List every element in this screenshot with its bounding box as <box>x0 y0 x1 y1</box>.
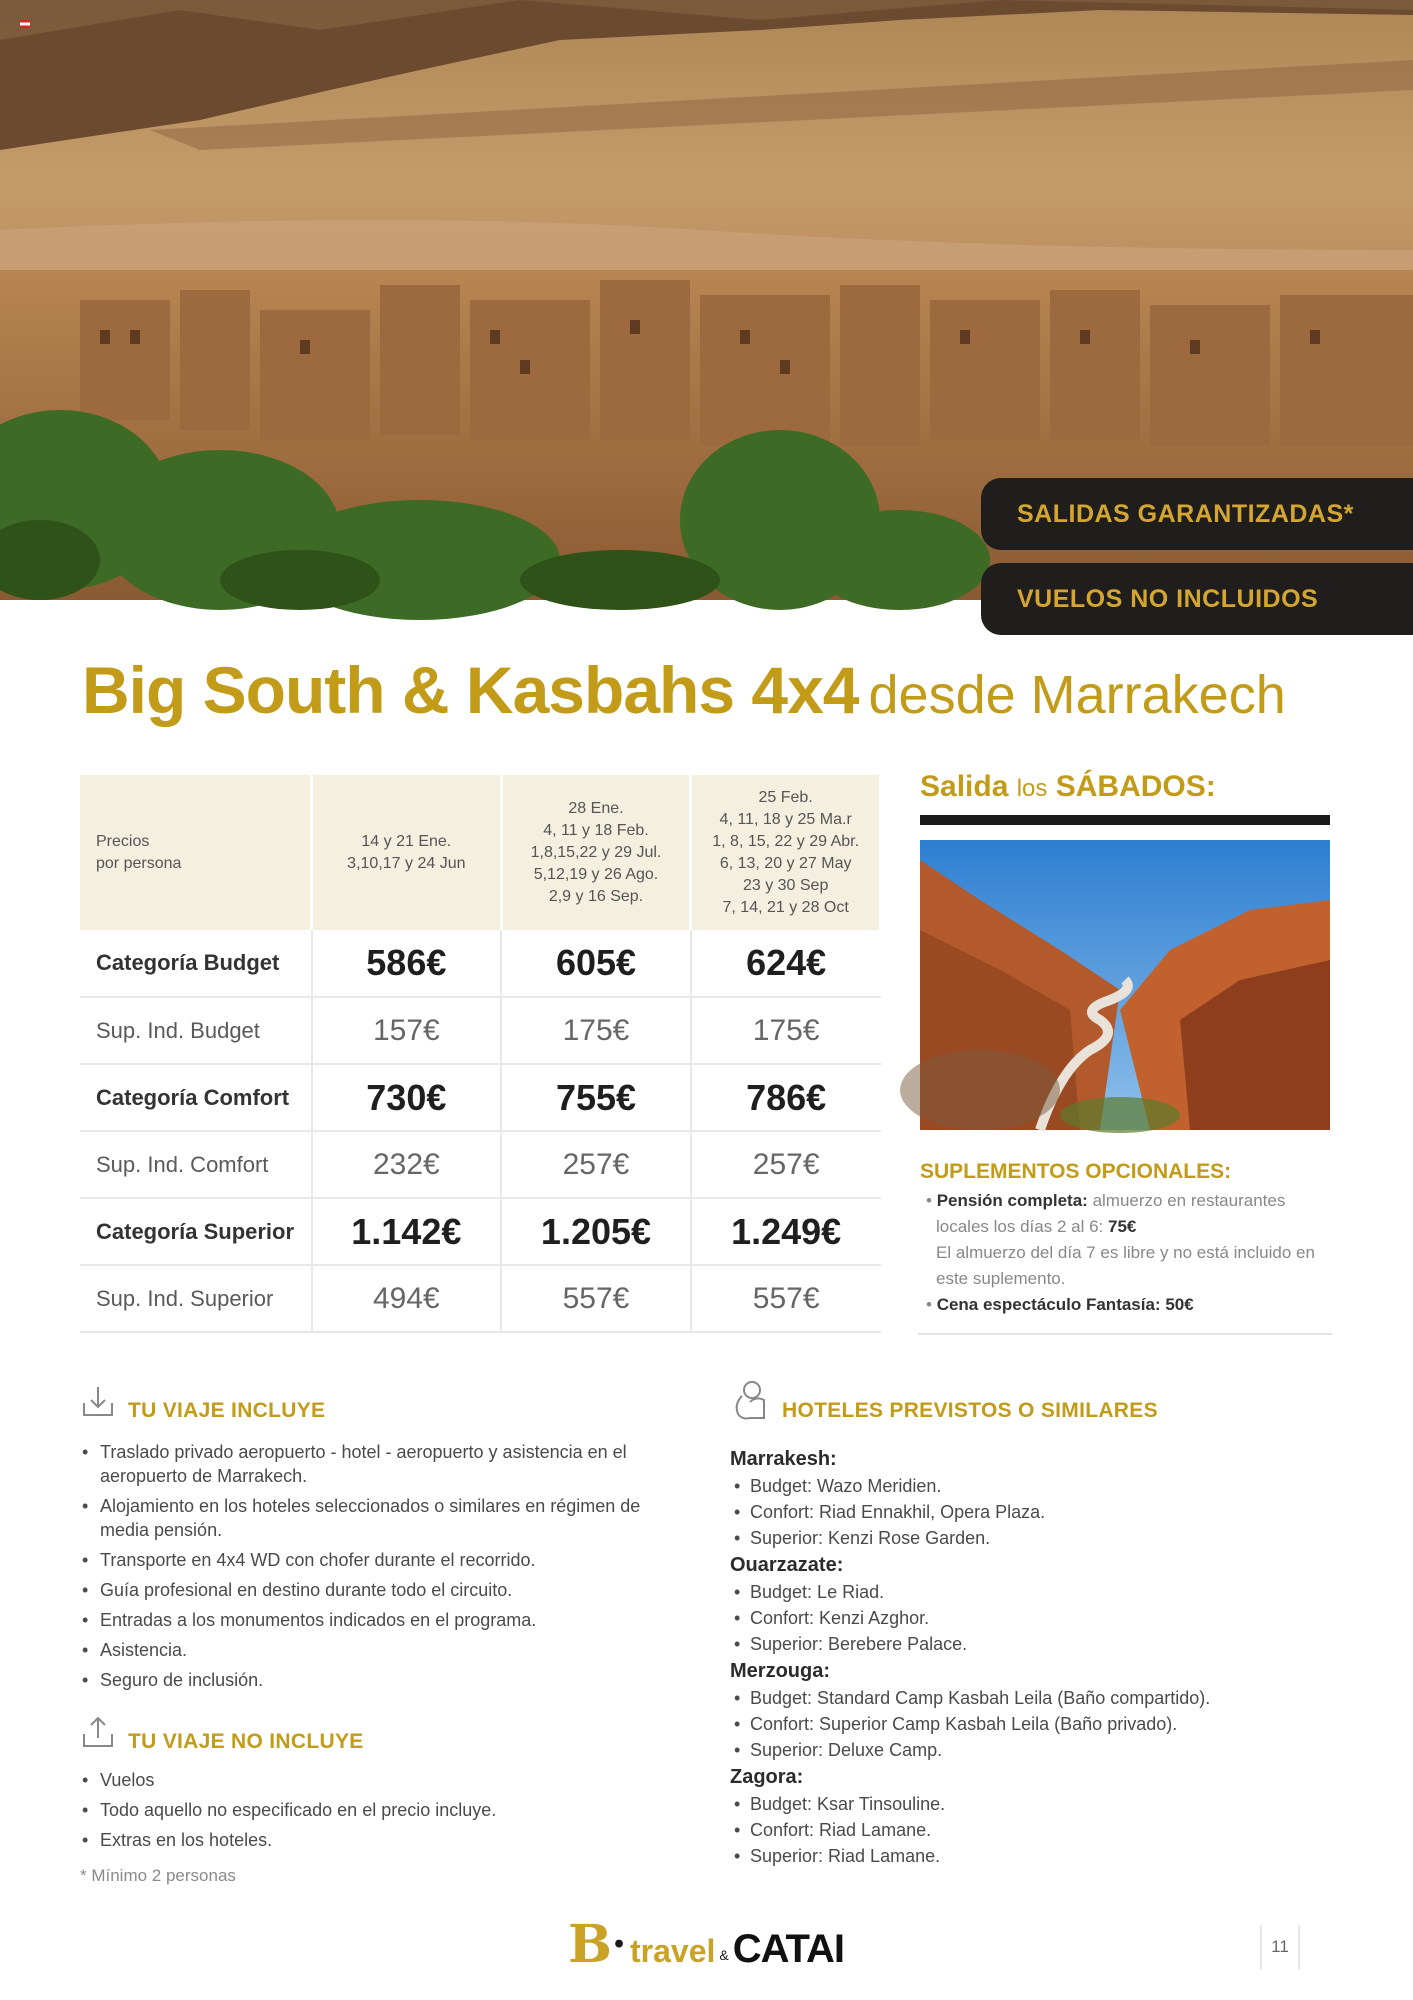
logo-amp: & <box>719 1947 729 1963</box>
salida-los: los <box>1016 775 1048 802</box>
logo-b-letter: B <box>568 1914 612 1975</box>
flag-icon <box>20 20 30 28</box>
hotel-city-block <box>730 1763 1330 1869</box>
date-column-1 <box>312 775 502 930</box>
list-item: • Alojamiento en los hoteles seleccionados o similares en régimen de media pensión. <box>80 1494 670 1542</box>
hero-image <box>0 0 1413 613</box>
list-item: • Confort: Superior Camp Kasbah Leila (Baño privado). <box>730 1711 1330 1737</box>
price-cell: 624€ <box>691 930 881 997</box>
row-label: Categoría Superior <box>80 1198 312 1265</box>
supl-text: almuerzo en restaurantes locales los días 2 al 6: <box>936 1191 1286 1236</box>
list-item: • Seguro de inclusión. <box>80 1668 670 1692</box>
incluye-list <box>80 1440 670 1698</box>
list-item: • Traslado privado aeropuerto - hotel - aeropuerto y asistencia en el aeropuerto de Marrakech. <box>80 1440 670 1488</box>
date-line: 4, 11 y 18 Feb. <box>543 821 649 839</box>
header-label-line: por persona <box>96 854 182 872</box>
table-row <box>80 1131 881 1198</box>
price-cell: 605€ <box>501 930 691 997</box>
price-cell: 586€ <box>312 930 502 997</box>
list-item: • Budget: Le Riad. <box>730 1579 1330 1605</box>
date-line: 3,10,17 y 24 Jun <box>347 854 466 872</box>
row-label: Categoría Budget <box>80 930 312 997</box>
title-sub: desde Marrakech <box>868 665 1286 725</box>
price-cell: 1.142€ <box>312 1198 502 1265</box>
list-item: • Extras en los hoteles. <box>80 1828 670 1852</box>
price-cell: 257€ <box>691 1131 881 1198</box>
list-item: • Budget: Standard Camp Kasbah Leila (Baño compartido). <box>730 1685 1330 1711</box>
price-cell: 175€ <box>691 997 881 1064</box>
page-title <box>82 652 1286 728</box>
date-line: 1,8,15,22 y 29 Jul. <box>530 843 662 861</box>
badge-salidas-garantizadas: SALIDAS GARANTIZADAS* <box>981 478 1413 550</box>
hotels-list <box>730 1445 1330 1869</box>
divider <box>918 1333 1332 1335</box>
city-name: Ouarzazate: <box>730 1554 844 1576</box>
date-line: 14 y 21 Ene. <box>361 832 452 850</box>
list-item: • Superior: Deluxe Camp. <box>730 1737 1330 1763</box>
date-line: 6, 13, 20 y 27 May <box>719 854 852 872</box>
list-item: • Confort: Kenzi Azghor. <box>730 1605 1330 1631</box>
supl-key: Cena espectáculo Fantasía: <box>936 1295 1161 1314</box>
date-line: 5,12,19 y 26 Ago. <box>533 865 659 883</box>
salida-heading <box>920 770 1216 804</box>
row-label: Sup. Ind. Budget <box>80 997 312 1064</box>
row-label: Sup. Ind. Comfort <box>80 1131 312 1198</box>
supl-price: 75€ <box>1108 1217 1137 1236</box>
price-cell: 232€ <box>312 1131 502 1198</box>
date-column-3 <box>691 775 881 930</box>
list-item: • Guía profesional en destino durante todo el circuito. <box>80 1578 670 1602</box>
price-cell: 1.249€ <box>691 1198 881 1265</box>
upload-icon <box>80 1714 116 1750</box>
suplementos-list <box>920 1188 1320 1318</box>
supl-price: 50€ <box>1165 1295 1194 1314</box>
list-item: • Asistencia. <box>80 1638 670 1662</box>
hoteles-title: HOTELES PREVISTOS O SIMILARES <box>782 1399 1158 1422</box>
price-cell: 557€ <box>501 1265 691 1332</box>
supl-note: El almuerzo del día 7 es libre y no está incluido en este suplemento. <box>936 1243 1315 1288</box>
price-cell: 494€ <box>312 1265 502 1332</box>
list-item: • Budget: Wazo Meridien. <box>730 1473 1330 1499</box>
btravel-catai-logo <box>568 1914 845 1975</box>
city-name: Marrakesh: <box>730 1448 837 1470</box>
date-line: 23 y 30 Sep <box>742 876 829 894</box>
divider-bar <box>920 815 1330 825</box>
download-icon <box>80 1383 116 1419</box>
title-main: Big South & Kasbahs 4x4 <box>82 653 859 727</box>
list-item: • Confort: Riad Lamane. <box>730 1817 1330 1843</box>
date-line: 2,9 y 16 Sep. <box>548 887 644 905</box>
no-incluye-list <box>80 1768 670 1858</box>
hotel-city-block <box>730 1551 1330 1657</box>
list-item: • Superior: Berebere Palace. <box>730 1631 1330 1657</box>
date-line: 7, 14, 21 y 28 Oct <box>722 898 849 916</box>
salida-day: SÁBADOS: <box>1055 770 1216 803</box>
incluye-title: TU VIAJE INCLUYE <box>128 1399 326 1422</box>
price-cell: 1.205€ <box>501 1198 691 1265</box>
logo-travel: travel <box>630 1933 716 1969</box>
list-item: • Vuelos <box>80 1768 670 1792</box>
price-cell: 175€ <box>501 997 691 1064</box>
price-cell: 157€ <box>312 997 502 1064</box>
table-row <box>80 1265 881 1332</box>
city-name: Zagora: <box>730 1766 804 1788</box>
salida-word: Salida <box>920 770 1009 803</box>
badge-vuelos-no-incluidos: VUELOS NO INCLUIDOS <box>981 563 1413 635</box>
table-row <box>80 997 881 1064</box>
hotel-key-icon <box>730 1378 770 1422</box>
list-item: • Budget: Ksar Tinsouline. <box>730 1791 1330 1817</box>
table-row <box>80 1064 881 1131</box>
price-table <box>80 775 882 1333</box>
logo-b <box>568 1914 627 1975</box>
city-name: Merzouga: <box>730 1660 830 1682</box>
logo-catai: CATAI <box>732 1927 845 1971</box>
date-line: 1, 8, 15, 22 y 29 Abr. <box>712 832 860 850</box>
list-item: • Confort: Riad Ennakhil, Opera Plaza. <box>730 1499 1330 1525</box>
date-line: 25 Feb. <box>758 788 813 806</box>
date-line: 4, 11, 18 y 25 Ma.r <box>719 810 852 828</box>
list-item: • Pensión completa: almuerzo en restaurantes locales los días 2 al 6: 75€ El almuerzo del día 7 es libre y no está incluido en este suplemento. <box>920 1188 1320 1292</box>
no-incluye-title: TU VIAJE NO INCLUYE <box>128 1730 364 1753</box>
price-cell: 786€ <box>691 1064 881 1131</box>
suplementos-title: SUPLEMENTOS OPCIONALES: <box>920 1160 1232 1183</box>
list-item: • Transporte en 4x4 WD con chofer durante el recorrido. <box>80 1548 670 1572</box>
date-line: 28 Ene. <box>568 799 624 817</box>
header-label-line: Precios <box>96 832 150 850</box>
table-row <box>80 1198 881 1265</box>
list-item: • Todo aquello no especificado en el precio incluye. <box>80 1798 670 1822</box>
page-number: 11 <box>1260 1925 1300 1969</box>
price-cell: 257€ <box>501 1131 691 1198</box>
list-item: • Cena espectáculo Fantasía: 50€ <box>926 1295 1194 1314</box>
supl-key: Pensión completa: <box>936 1191 1088 1210</box>
mountain-road-illustration <box>920 840 1330 1130</box>
list-item: • Superior: Kenzi Rose Garden. <box>730 1525 1330 1551</box>
price-cell: 730€ <box>312 1064 502 1131</box>
hotel-city-block <box>730 1445 1330 1551</box>
table-row <box>80 930 881 997</box>
date-column-2 <box>501 775 691 930</box>
price-table-header <box>80 775 881 930</box>
footnote: * Mínimo 2 personas <box>80 1866 236 1885</box>
list-item: • Superior: Riad Lamane. <box>730 1843 1330 1869</box>
list-item: • Entradas a los monumentos indicados en el programa. <box>80 1608 670 1632</box>
header-label <box>80 775 312 930</box>
price-cell: 755€ <box>501 1064 691 1131</box>
row-label: Sup. Ind. Superior <box>80 1265 312 1332</box>
logo-dot: • <box>611 1932 627 1958</box>
row-label: Categoría Comfort <box>80 1064 312 1131</box>
price-cell: 557€ <box>691 1265 881 1332</box>
gorge-photo <box>920 840 1330 1130</box>
hotel-city-block <box>730 1657 1330 1763</box>
